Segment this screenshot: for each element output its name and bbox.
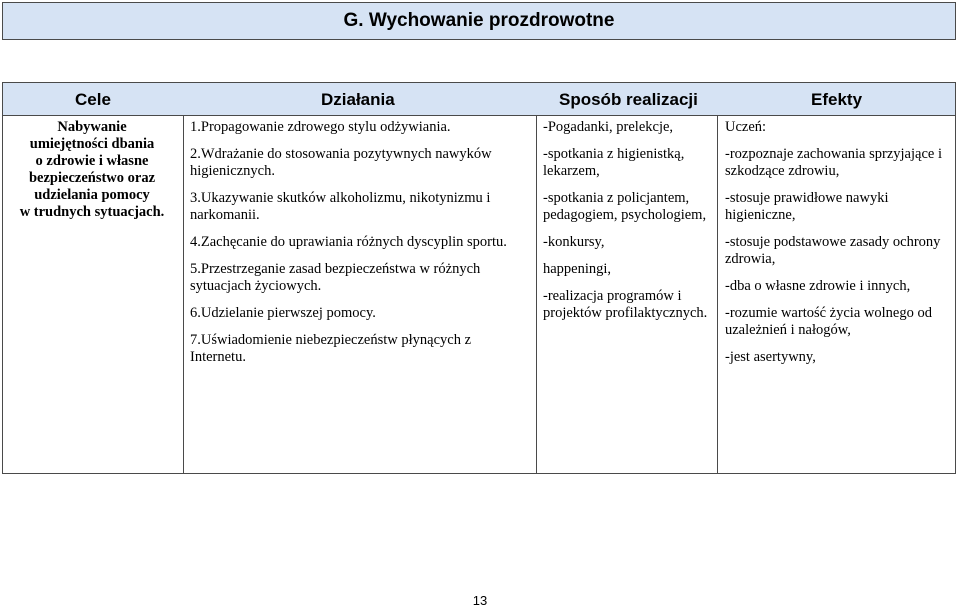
dzialanie-item: 3.Ukazywanie skutków alkoholizmu, nikotynizmu i narkomanii. (190, 190, 491, 223)
sposob-item: -Pogadanki, prelekcje, (543, 119, 674, 135)
header-cele: Cele (75, 90, 111, 109)
efekt-item: -stosuje podstawowe zasady ochrony zdrowia, (725, 234, 941, 267)
sposob-item: -spotkania z higienistką, lekarzem, (543, 146, 685, 179)
efekt-item: Uczeń: (725, 119, 767, 135)
header-efekty: Efekty (811, 90, 863, 109)
efekt-item: -dba o własne zdrowie i innych, (725, 278, 911, 294)
sposob-item: -realizacja programów i projektów profilaktycznych. (543, 288, 708, 321)
header-dzialania: Działania (321, 90, 395, 109)
efekt-item: -jest asertywny, (725, 349, 816, 365)
efekty-cell (725, 119, 957, 376)
efekt-item: -stosuje prawidłowe nawyki higieniczne, (725, 190, 889, 223)
column-divider (536, 116, 537, 473)
cele-cell (3, 119, 181, 221)
dzialanie-item: 5.Przestrzeganie zasad bezpieczeństwa w różnych sytuacjach życiowych. (190, 261, 481, 294)
cele-line: bezpieczeństwo oraz (28, 170, 156, 186)
column-divider (717, 116, 718, 473)
dzialanie-item: 2.Wdrażanie do stosowania pozytywnych nawyków higienicznych. (190, 146, 492, 179)
cele-line: o zdrowie i własne (35, 153, 149, 169)
cele-line: w trudnych sytuacjach. (19, 204, 165, 220)
dzialania-cell (190, 119, 530, 376)
header-sposob-realizacji: Sposób realizacji (559, 90, 698, 109)
sposob-item: -konkursy, (543, 234, 605, 250)
dzialanie-item: 6.Udzielanie pierwszej pomocy. (190, 305, 376, 321)
section-title-box (2, 2, 956, 40)
table-header-row (3, 83, 955, 116)
cele-line: udzielania pomocy (34, 187, 150, 203)
program-table (2, 82, 956, 474)
section-title: G. Wychowanie prozdrowotne (343, 10, 615, 31)
cele-line: umiejętności dbania (29, 136, 155, 152)
sposob-item: happeningi, (543, 261, 612, 277)
column-divider (183, 116, 184, 473)
dzialanie-item: 4.Zachęcanie do uprawiania różnych dyscyplin sportu. (190, 234, 507, 250)
sposob-item: -spotkania z policjantem, pedagogiem, psychologiem, (543, 190, 707, 223)
efekt-item: -rozpoznaje zachowania sprzyjające i szkodzące zdrowiu, (725, 146, 942, 179)
cele-line: Nabywanie (57, 119, 127, 135)
sposob-realizacji-cell (543, 119, 713, 332)
dzialanie-item: 7.Uświadomienie niebezpieczeństw płynących z Internetu. (190, 332, 472, 365)
efekt-item: -rozumie wartość życia wolnego od uzależnień i nałogów, (725, 305, 932, 338)
dzialanie-item: 1.Propagowanie zdrowego stylu odżywiania. (190, 119, 451, 135)
page-number: 13 (472, 593, 488, 608)
